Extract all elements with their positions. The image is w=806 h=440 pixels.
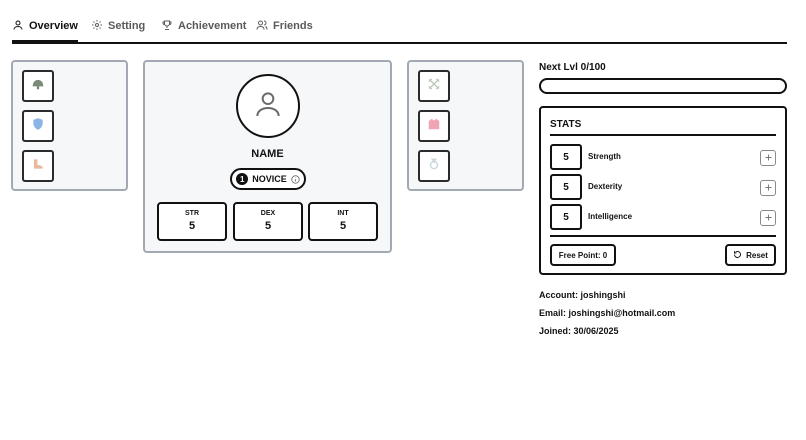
users-icon bbox=[256, 19, 268, 34]
stat-name: Intelligence bbox=[588, 212, 633, 221]
attribute-label: INT bbox=[337, 210, 349, 217]
xp-progress-bar bbox=[539, 78, 787, 94]
plus-icon bbox=[764, 209, 773, 227]
account-email: Email: joshingshi@hotmail.com bbox=[539, 308, 676, 318]
stats-card bbox=[539, 106, 787, 275]
attribute-int bbox=[308, 202, 378, 241]
account-name: Account: joshingshi bbox=[539, 290, 626, 300]
armor-icon bbox=[427, 117, 441, 136]
gear-icon bbox=[91, 19, 103, 34]
equipment-panel-left bbox=[11, 60, 128, 191]
stat-value: 5 bbox=[550, 174, 582, 200]
attribute-dex bbox=[233, 202, 303, 241]
attribute-value: 5 bbox=[188, 220, 196, 232]
plus-icon bbox=[764, 149, 773, 167]
increase-strength-button[interactable] bbox=[760, 150, 776, 166]
tab-overview[interactable] bbox=[12, 14, 78, 38]
stat-name: Dexterity bbox=[588, 182, 623, 191]
reset-icon bbox=[733, 250, 742, 261]
rank-number: 1 bbox=[236, 173, 248, 185]
swords-icon bbox=[427, 77, 441, 96]
equipment-slot-shield[interactable] bbox=[22, 110, 54, 142]
rank-badge bbox=[230, 168, 306, 190]
tab-setting[interactable] bbox=[91, 14, 145, 38]
user-icon bbox=[252, 88, 284, 125]
rank-label: NOVICE bbox=[252, 174, 287, 184]
increase-intelligence-button[interactable] bbox=[760, 210, 776, 226]
equipment-slot-ring[interactable] bbox=[418, 150, 450, 182]
tab-label: Achievement bbox=[178, 20, 247, 32]
equipment-slot-helmet[interactable] bbox=[22, 70, 54, 102]
tab-achievement[interactable] bbox=[161, 14, 246, 38]
helmet-icon bbox=[31, 77, 45, 96]
attribute-label: DEX bbox=[260, 210, 276, 217]
equipment-slot-boots[interactable] bbox=[22, 150, 54, 182]
stat-row-intelligence bbox=[550, 204, 776, 230]
stat-name: Strength bbox=[588, 152, 621, 161]
stat-value: 5 bbox=[550, 204, 582, 230]
reset-label: Reset bbox=[746, 250, 768, 260]
plus-icon bbox=[764, 179, 773, 197]
avatar[interactable] bbox=[236, 74, 300, 138]
user-icon bbox=[12, 19, 24, 34]
stat-row-strength bbox=[550, 144, 776, 170]
tab-label: Setting bbox=[108, 20, 146, 32]
tab-label: Friends bbox=[273, 20, 313, 32]
ring-icon bbox=[427, 157, 441, 176]
tab-bar bbox=[12, 10, 787, 44]
character-panel bbox=[143, 60, 392, 253]
reset-button[interactable] bbox=[725, 244, 776, 266]
equipment-slot-weapon[interactable] bbox=[418, 70, 450, 102]
increase-dexterity-button[interactable] bbox=[760, 180, 776, 196]
shield-icon bbox=[31, 117, 45, 136]
equipment-slot-armor[interactable] bbox=[418, 110, 450, 142]
attribute-value: 5 bbox=[339, 220, 347, 232]
boots-icon bbox=[31, 157, 45, 176]
info-icon[interactable] bbox=[291, 175, 300, 184]
attribute-label: STR bbox=[185, 210, 199, 217]
tab-friends[interactable] bbox=[256, 14, 313, 38]
attribute-str bbox=[157, 202, 227, 241]
character-name: NAME bbox=[251, 148, 284, 160]
stats-title: STATS bbox=[550, 119, 582, 130]
trophy-icon bbox=[161, 19, 173, 34]
divider bbox=[550, 235, 776, 237]
account-joined: Joined: 30/06/2025 bbox=[539, 326, 619, 336]
free-point-badge: Free Point: 0 bbox=[550, 244, 616, 266]
level-label: Next Lvl 0/100 bbox=[539, 62, 606, 73]
attribute-value: 5 bbox=[264, 220, 272, 232]
stat-value: 5 bbox=[550, 144, 582, 170]
tab-label: Overview bbox=[29, 20, 78, 32]
stat-row-dexterity bbox=[550, 174, 776, 200]
equipment-panel-right bbox=[407, 60, 524, 191]
divider bbox=[550, 134, 776, 136]
